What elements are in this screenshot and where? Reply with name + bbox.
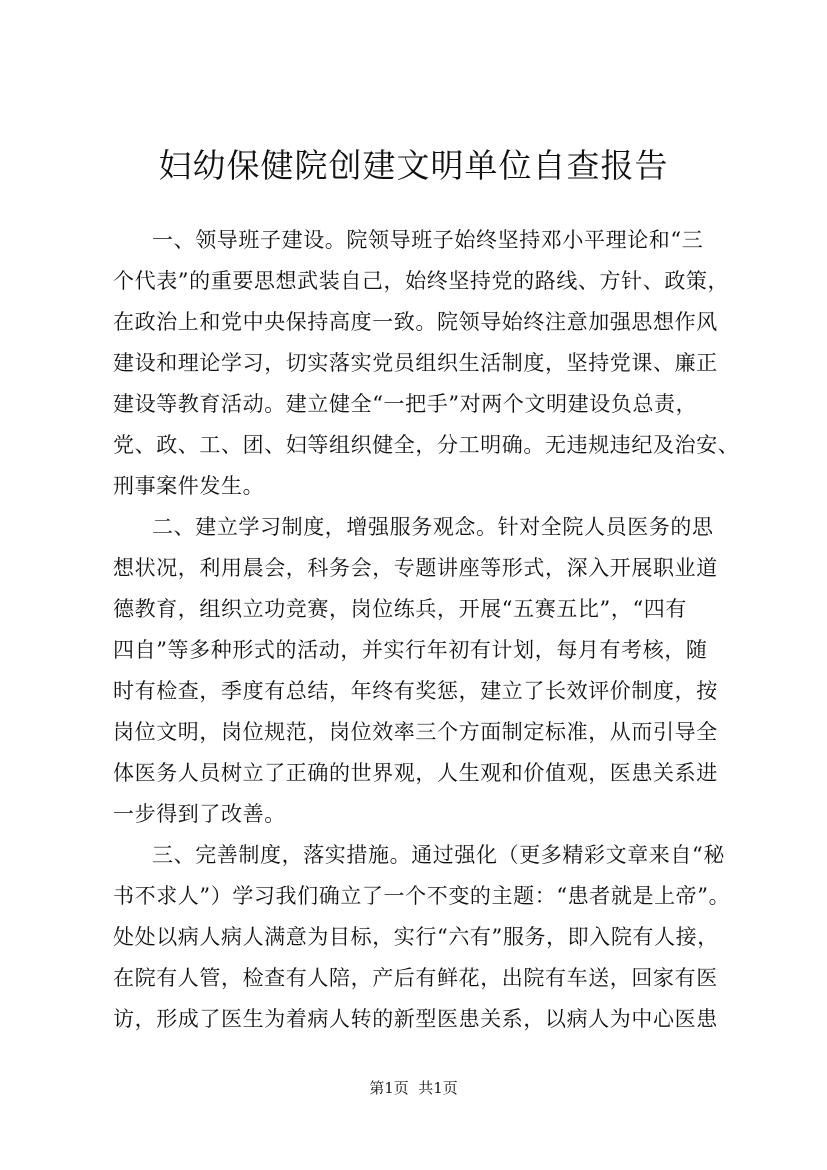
paragraph-1-line-1: 一、领导班子建设。院领导班子始终坚持邓小平理论和“三 (152, 228, 704, 252)
paragraph-3-line-5: 访，形成了医生为着病人转的新型医患关系，以病人为中心医患 (113, 1007, 718, 1031)
paragraph-1-line-2: 个代表”的重要思想武装自己，始终坚持党的路线、方针、政策， (113, 269, 730, 293)
paragraph-1-line-7: 刑事案件发生。 (113, 474, 265, 498)
paragraph-2-line-1: 二、建立学习制度，增强服务观念。针对全院人员医务的思 (152, 515, 714, 539)
paragraph-2-line-5: 时有检查，季度有总结，年终有奖惩，建立了长效评价制度，按 (113, 679, 718, 703)
paragraph-3-line-4: 在院有人管，检查有人陪，产后有鲜花，出院有车送，回家有医 (113, 966, 718, 990)
paragraph-2-line-7: 体医务人员树立了正确的世界观，人生观和价值观，医患关系进 (113, 761, 718, 785)
document-title: 妇幼保健院创建文明单位自查报告 (158, 146, 669, 185)
paragraph-3-line-2: 书不求人”）学习我们确立了一个不变的主题：“患者就是上帝”。 (113, 884, 731, 908)
paragraph-2-line-4: 四自”等多种形式的活动，并实行年初有计划，每月有考核，随 (113, 638, 708, 662)
page-footer: 第1页 共1页 (369, 1079, 458, 1097)
paragraph-3-line-3: 处处以病人病人满意为目标，实行“六有”服务，即入院有人接， (113, 925, 719, 949)
paragraph-2-line-3: 德教育，组织立功竞赛，岗位练兵，开展“五赛五比”，“四有 (113, 597, 688, 621)
paragraph-2-line-8: 一步得到了改善。 (113, 802, 286, 826)
paragraph-2-line-6: 岗位文明，岗位规范，岗位效率三个方面制定标准，从而引导全 (113, 720, 718, 744)
paragraph-3-line-1: 三、完善制度，落实措施。通过强化（更多精彩文章来自“秘 (152, 843, 725, 867)
paragraph-1-line-3: 在政治上和党中央保持高度一致。院领导始终注意加强思想作风 (113, 310, 718, 334)
paragraph-1-line-5: 建设等教育活动。建立健全“一把手”对两个文明建设负总责， (113, 392, 698, 416)
paragraph-2-line-2: 想状况，利用晨会，科务会，专题讲座等形式，深入开展职业道 (113, 556, 718, 580)
paragraph-1-line-4: 建设和理论学习，切实落实党员组织生活制度，坚持党课、廉正 (113, 351, 718, 375)
paragraph-1-line-6: 党、政、工、团、妇等组织健全，分工明确。无违规违纪及治安、 (113, 433, 740, 457)
